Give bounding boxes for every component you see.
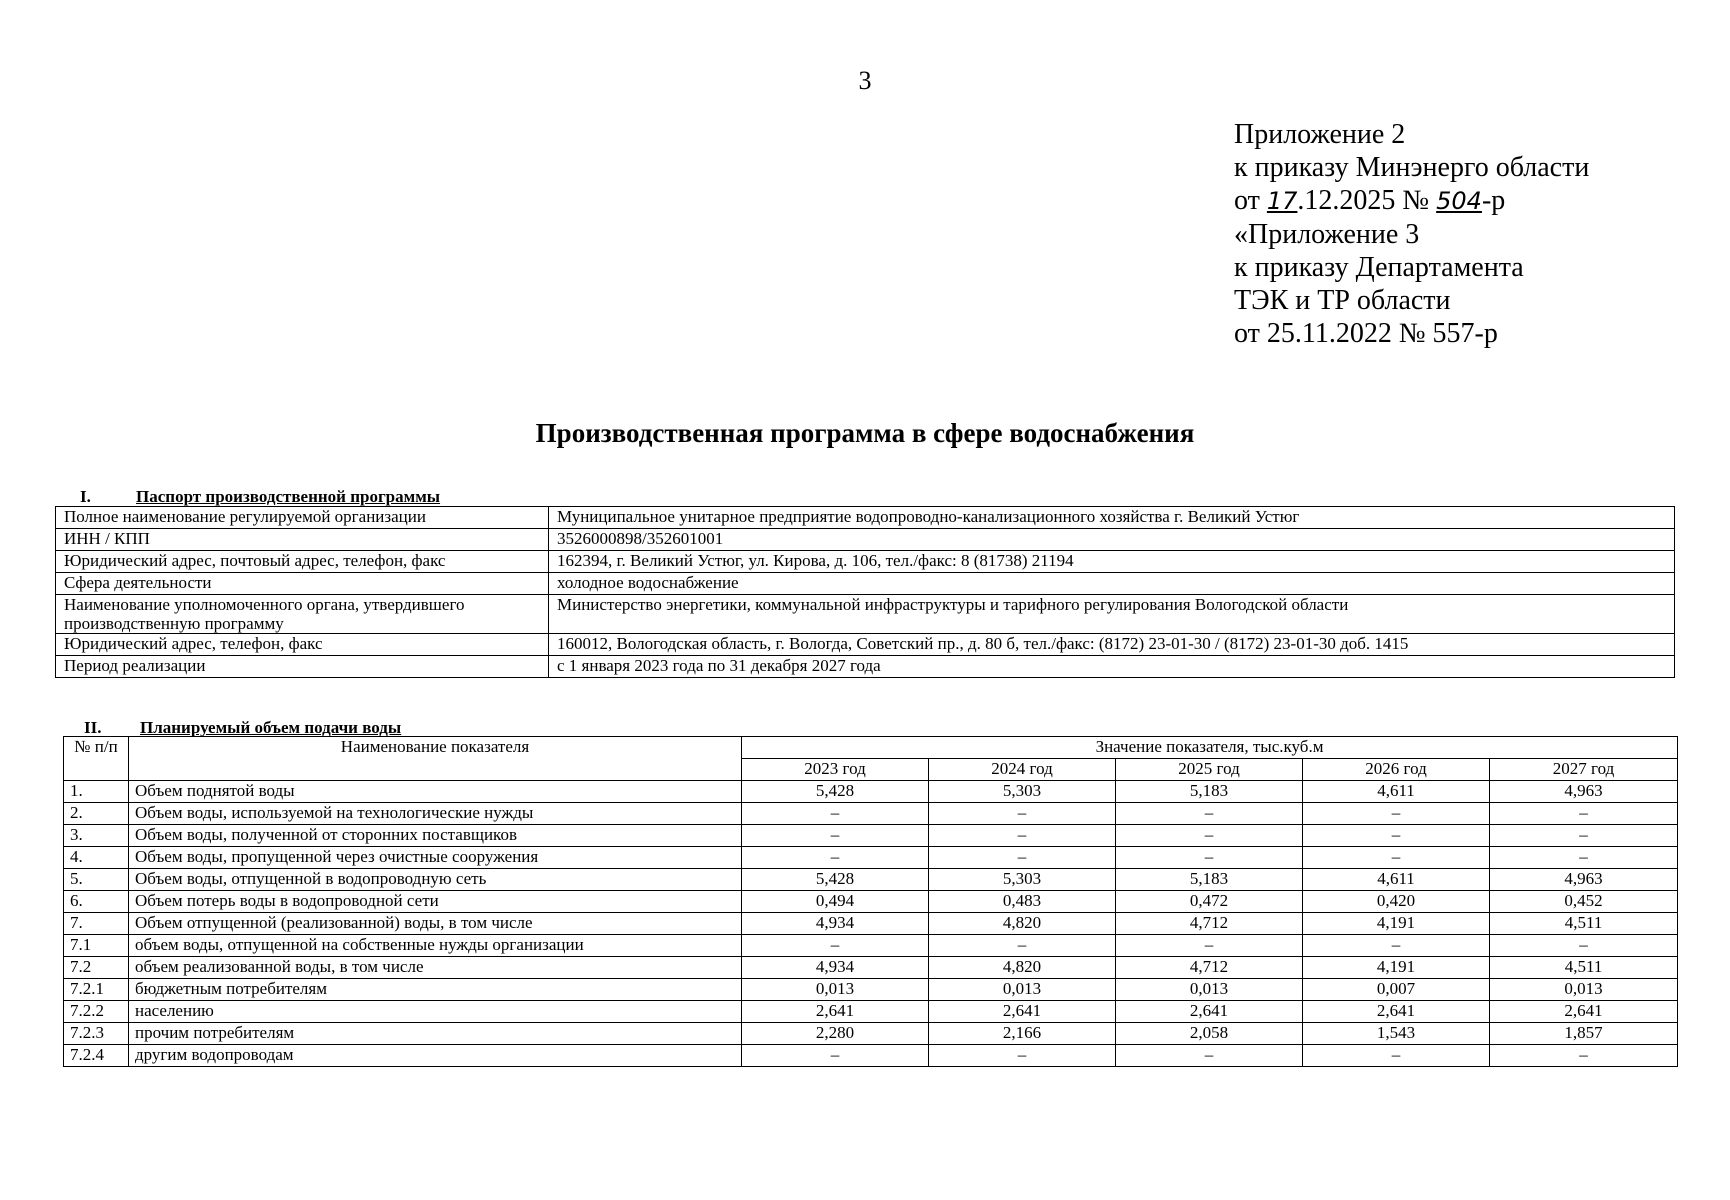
- indicator-name: Объем воды, пропущенной через очистные сооружения: [129, 847, 742, 869]
- indicator-value: 2,641: [1303, 1001, 1490, 1023]
- row-number: 3.: [64, 825, 129, 847]
- passport-row: [56, 573, 1675, 595]
- indicator-value: –: [929, 825, 1116, 847]
- passport-row: [56, 529, 1675, 551]
- indicator-name: объем реализованной воды, в том числе: [129, 957, 742, 979]
- indicator-value: –: [1490, 803, 1678, 825]
- indicator-value: –: [742, 1045, 929, 1067]
- passport-value: холодное водоснабжение: [549, 573, 1675, 595]
- passport-label: Юридический адрес, телефон, факс: [56, 634, 549, 656]
- indicator-name: другим водопроводам: [129, 1045, 742, 1067]
- handwritten-day: 17: [1266, 187, 1298, 215]
- indicator-value: –: [742, 803, 929, 825]
- indicator-name: Объем отпущенной (реализованной) воды, в том числе: [129, 913, 742, 935]
- header-year: 2024 год: [929, 759, 1116, 781]
- appendix-line-1: Приложение 2: [1234, 119, 1406, 150]
- appendix-line-2: к приказу Минэнерго области: [1234, 152, 1590, 183]
- passport-value: Муниципальное унитарное предприятие водопроводно-канализационного хозяйства г. Великий Устюг: [549, 507, 1675, 529]
- indicator-value: 0,013: [1490, 979, 1678, 1001]
- volume-row: [64, 935, 1678, 957]
- indicator-value: –: [929, 1045, 1116, 1067]
- appendix-line-3: [1234, 184, 1589, 218]
- indicator-value: 2,641: [742, 1001, 929, 1023]
- header-value-group: Значение показателя, тыс.куб.м: [742, 737, 1678, 759]
- indicator-value: –: [1490, 935, 1678, 957]
- indicator-name: прочим потребителям: [129, 1023, 742, 1045]
- volume-row: [64, 781, 1678, 803]
- indicator-value: –: [1116, 803, 1303, 825]
- passport-label: Полное наименование регулируемой организации: [56, 507, 549, 529]
- indicator-value: 2,280: [742, 1023, 929, 1045]
- volume-row: [64, 869, 1678, 891]
- header-row-number: № п/п: [64, 737, 129, 781]
- appendix-line-4: «Приложение 3: [1234, 219, 1420, 250]
- indicator-value: 0,007: [1303, 979, 1490, 1001]
- indicator-value: 2,641: [929, 1001, 1116, 1023]
- passport-value: 162394, г. Великий Устюг, ул. Кирова, д. 106, тел./факс: 8 (81738) 21194: [549, 551, 1675, 573]
- indicator-value: 1,857: [1490, 1023, 1678, 1045]
- passport-value: с 1 января 2023 года по 31 декабря 2027 года: [549, 656, 1675, 678]
- indicator-value: –: [742, 825, 929, 847]
- volume-row: [64, 979, 1678, 1001]
- header-indicator-name: Наименование показателя: [129, 737, 742, 781]
- indicator-name: Объем потерь воды в водопроводной сети: [129, 891, 742, 913]
- volume-row: [64, 847, 1678, 869]
- indicator-value: –: [1490, 847, 1678, 869]
- indicator-value: 0,013: [929, 979, 1116, 1001]
- indicator-value: –: [1116, 825, 1303, 847]
- header-year: 2026 год: [1303, 759, 1490, 781]
- indicator-value: 4,511: [1490, 913, 1678, 935]
- indicator-value: 4,963: [1490, 869, 1678, 891]
- passport-row: [56, 656, 1675, 678]
- passport-label: ИНН / КПП: [56, 529, 549, 551]
- passport-value: 3526000898/352601001: [549, 529, 1675, 551]
- indicator-value: 4,820: [929, 913, 1116, 935]
- indicator-name: Объем воды, отпущенной в водопроводную сеть: [129, 869, 742, 891]
- row-number: 7.: [64, 913, 129, 935]
- passport-label: Сфера деятельности: [56, 573, 549, 595]
- row-number: 7.2.3: [64, 1023, 129, 1045]
- passport-value: Министерство энергетики, коммунальной инфраструктуры и тарифного регулирования Вологодской области: [549, 595, 1675, 634]
- indicator-value: 4,511: [1490, 957, 1678, 979]
- indicator-value: –: [742, 847, 929, 869]
- indicator-value: 2,166: [929, 1023, 1116, 1045]
- indicator-value: –: [929, 935, 1116, 957]
- row-number: 7.1: [64, 935, 129, 957]
- row-number: 2.: [64, 803, 129, 825]
- indicator-value: –: [1303, 803, 1490, 825]
- indicator-value: –: [1116, 935, 1303, 957]
- passport-table: [55, 506, 1675, 678]
- passport-row: [56, 634, 1675, 656]
- indicator-value: 0,013: [1116, 979, 1303, 1001]
- indicator-value: 4,712: [1116, 913, 1303, 935]
- indicator-value: 0,494: [742, 891, 929, 913]
- indicator-value: 4,820: [929, 957, 1116, 979]
- appendix-line-6: ТЭК и ТР области: [1234, 285, 1451, 316]
- indicator-value: 4,712: [1116, 957, 1303, 979]
- passport-row: [56, 595, 1675, 634]
- indicator-value: 0,452: [1490, 891, 1678, 913]
- indicator-value: 4,191: [1303, 957, 1490, 979]
- indicator-value: –: [1303, 1045, 1490, 1067]
- handwritten-order-number: 504: [1436, 187, 1482, 215]
- indicator-value: 4,611: [1303, 781, 1490, 803]
- indicator-value: 2,058: [1116, 1023, 1303, 1045]
- passport-row: [56, 507, 1675, 529]
- row-number: 7.2: [64, 957, 129, 979]
- water-volume-table: [63, 736, 1678, 1067]
- row-number: 7.2.2: [64, 1001, 129, 1023]
- header-year: 2023 год: [742, 759, 929, 781]
- indicator-value: 5,303: [929, 869, 1116, 891]
- page-number: 3: [858, 66, 872, 95]
- indicator-value: 5,183: [1116, 869, 1303, 891]
- row-number: 1.: [64, 781, 129, 803]
- appendix-date-suffix: -р: [1481, 185, 1506, 216]
- indicator-value: 5,428: [742, 781, 929, 803]
- row-number: 5.: [64, 869, 129, 891]
- indicator-value: 4,611: [1303, 869, 1490, 891]
- indicator-value: 0,483: [929, 891, 1116, 913]
- row-number: 4.: [64, 847, 129, 869]
- indicator-value: 0,420: [1303, 891, 1490, 913]
- indicator-name: объем воды, отпущенной на собственные нужды организации: [129, 935, 742, 957]
- indicator-value: 4,963: [1490, 781, 1678, 803]
- passport-label: Юридический адрес, почтовый адрес, телефон, факс: [56, 551, 549, 573]
- indicator-value: 4,934: [742, 957, 929, 979]
- indicator-name: Объем поднятой воды: [129, 781, 742, 803]
- indicator-value: 5,428: [742, 869, 929, 891]
- indicator-value: –: [1490, 825, 1678, 847]
- indicator-value: 0,472: [1116, 891, 1303, 913]
- indicator-value: –: [1116, 1045, 1303, 1067]
- indicator-name: Объем воды, полученной от сторонних поставщиков: [129, 825, 742, 847]
- row-number: 6.: [64, 891, 129, 913]
- indicator-value: 5,303: [929, 781, 1116, 803]
- section-2-number: II.: [84, 718, 102, 737]
- document-title: Производственная программа в сфере водоснабжения: [535, 418, 1195, 448]
- indicator-value: 2,641: [1116, 1001, 1303, 1023]
- row-number: 7.2.4: [64, 1045, 129, 1067]
- volume-row: [64, 825, 1678, 847]
- indicator-name: населению: [129, 1001, 742, 1023]
- row-number: 7.2.1: [64, 979, 129, 1001]
- indicator-value: 2,641: [1490, 1001, 1678, 1023]
- indicator-value: 0,013: [742, 979, 929, 1001]
- passport-label: Наименование уполномоченного органа, утвердившего производственную программу: [56, 595, 549, 634]
- volume-row: [64, 1023, 1678, 1045]
- appendix-line-7: от 25.11.2022 № 557-р: [1234, 318, 1498, 349]
- header-year: 2025 год: [1116, 759, 1303, 781]
- section-1-number: I.: [80, 487, 91, 506]
- indicator-value: –: [929, 803, 1116, 825]
- appendix-date-prefix: от: [1234, 185, 1267, 216]
- passport-value: 160012, Вологодская область, г. Вологда, Советский пр., д. 80 б, тел./факс: (8172) 23-01-30 / (8172) 23-01-30 доб. 1415: [549, 634, 1675, 656]
- indicator-value: 1,543: [1303, 1023, 1490, 1045]
- section-1-heading: [80, 487, 440, 507]
- passport-row: [56, 551, 1675, 573]
- indicator-value: –: [742, 935, 929, 957]
- volume-row: [64, 1045, 1678, 1067]
- appendix-date-mid: .12.2025 №: [1297, 185, 1437, 216]
- indicator-name: бюджетным потребителям: [129, 979, 742, 1001]
- volume-row: [64, 1001, 1678, 1023]
- indicator-value: –: [1303, 935, 1490, 957]
- indicator-name: Объем воды, используемой на технологические нужды: [129, 803, 742, 825]
- indicator-value: 5,183: [1116, 781, 1303, 803]
- section-2-heading: [84, 718, 401, 738]
- section-2-title: Планируемый объем подачи воды: [140, 718, 402, 737]
- indicator-value: –: [1116, 847, 1303, 869]
- appendix-line-5: к приказу Департамента: [1234, 252, 1524, 283]
- volume-row: [64, 803, 1678, 825]
- appendix-block: [1234, 118, 1589, 350]
- volume-row: [64, 913, 1678, 935]
- volume-row: [64, 957, 1678, 979]
- volume-row: [64, 891, 1678, 913]
- indicator-value: –: [1303, 847, 1490, 869]
- indicator-value: –: [929, 847, 1116, 869]
- section-1-title: Паспорт производственной программы: [136, 487, 441, 506]
- indicator-value: –: [1490, 1045, 1678, 1067]
- passport-label: Период реализации: [56, 656, 549, 678]
- header-year: 2027 год: [1490, 759, 1678, 781]
- indicator-value: 4,191: [1303, 913, 1490, 935]
- indicator-value: –: [1303, 825, 1490, 847]
- indicator-value: 4,934: [742, 913, 929, 935]
